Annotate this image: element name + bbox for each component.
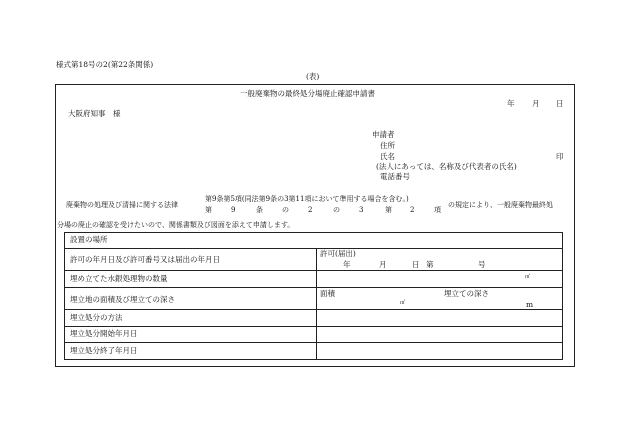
law-clause-lower-1: 9 (231, 206, 236, 214)
law-line2: 分場の廃止の確認を受けたいので、関係書類及び図面を添えて申請します。 (57, 221, 295, 229)
permit-month: 月 (379, 260, 387, 269)
law-clause-lower-2: 条 (256, 206, 263, 214)
law-clause-lower-9: 項 (434, 206, 441, 214)
area-unit: ㎡ (400, 300, 406, 306)
permit-dai: 第 (426, 260, 434, 269)
law-clause-lower-6: 3 (359, 206, 364, 214)
law-clause-lower-5: の (333, 206, 340, 214)
row-label-permit: 許可の年月日及び許可番号又は届出の年月日 (70, 255, 220, 264)
applicant-heading: 申請者 (372, 130, 395, 139)
law-clause-lower-7: 第 (385, 206, 392, 214)
addressee: 大阪府知事 様 (68, 109, 121, 118)
row-label-start: 埋立処分開始年月日 (70, 329, 138, 338)
row-label-area: 埋立地の面積及び埋立ての深さ (70, 295, 175, 304)
applicant-phone-label: 電話番号 (380, 172, 410, 181)
row-divider (65, 309, 562, 310)
row-divider (65, 270, 562, 271)
column-divider (316, 248, 317, 359)
form-title: 一般廃棄物の最終処分場廃止確認申請書 (240, 89, 375, 98)
row-divider (65, 287, 562, 288)
side-label: (表) (306, 72, 320, 81)
seal-mark: 印 (556, 152, 564, 161)
permit-go: 号 (478, 260, 486, 269)
form-number: 様式第18号の2(第22条関係) (56, 60, 154, 69)
mercury-unit: ㎥ (525, 274, 531, 280)
permit-type: 許可(届出) (320, 249, 356, 258)
depth-label: 埋立ての深さ (444, 289, 489, 298)
applicant-name-label: 氏名 (380, 152, 395, 161)
law-prefix: 廃棄物の処理及び清掃に関する法律 (66, 201, 178, 209)
row-label-location: 設置の場所 (70, 235, 108, 244)
law-clause-lower-4: 2 (308, 206, 313, 214)
law-suffix: の規定により、一般廃棄物最終処 (448, 201, 553, 209)
law-clause-upper: 第9条第5項(同法第9条の3第11項において準用する場合を含む。) (205, 195, 409, 203)
date-year: 年 (507, 99, 515, 108)
law-clause-lower-8: 2 (410, 206, 415, 214)
applicant-address-label: 住所 (380, 141, 395, 150)
depth-unit: m (526, 300, 534, 309)
row-divider (65, 248, 562, 249)
row-divider (65, 342, 562, 343)
row-label-mercury: 埋め立てた水銀処理物の数量 (70, 274, 168, 283)
area-label: 面積 (320, 289, 335, 298)
row-label-method: 埋立処分の方法 (70, 313, 123, 322)
date-day: 日 (556, 99, 564, 108)
law-clause-lower-0: 第 (205, 206, 212, 214)
permit-year: 年 (343, 260, 351, 269)
date-month: 月 (532, 99, 540, 108)
row-label-end: 埋立処分終了年月日 (70, 346, 138, 355)
permit-day: 日 (412, 260, 420, 269)
applicant-corp-note: (法人にあっては、名称及び代表者の氏名) (376, 162, 517, 171)
row-divider (65, 326, 562, 327)
law-clause-lower-3: の (282, 206, 289, 214)
